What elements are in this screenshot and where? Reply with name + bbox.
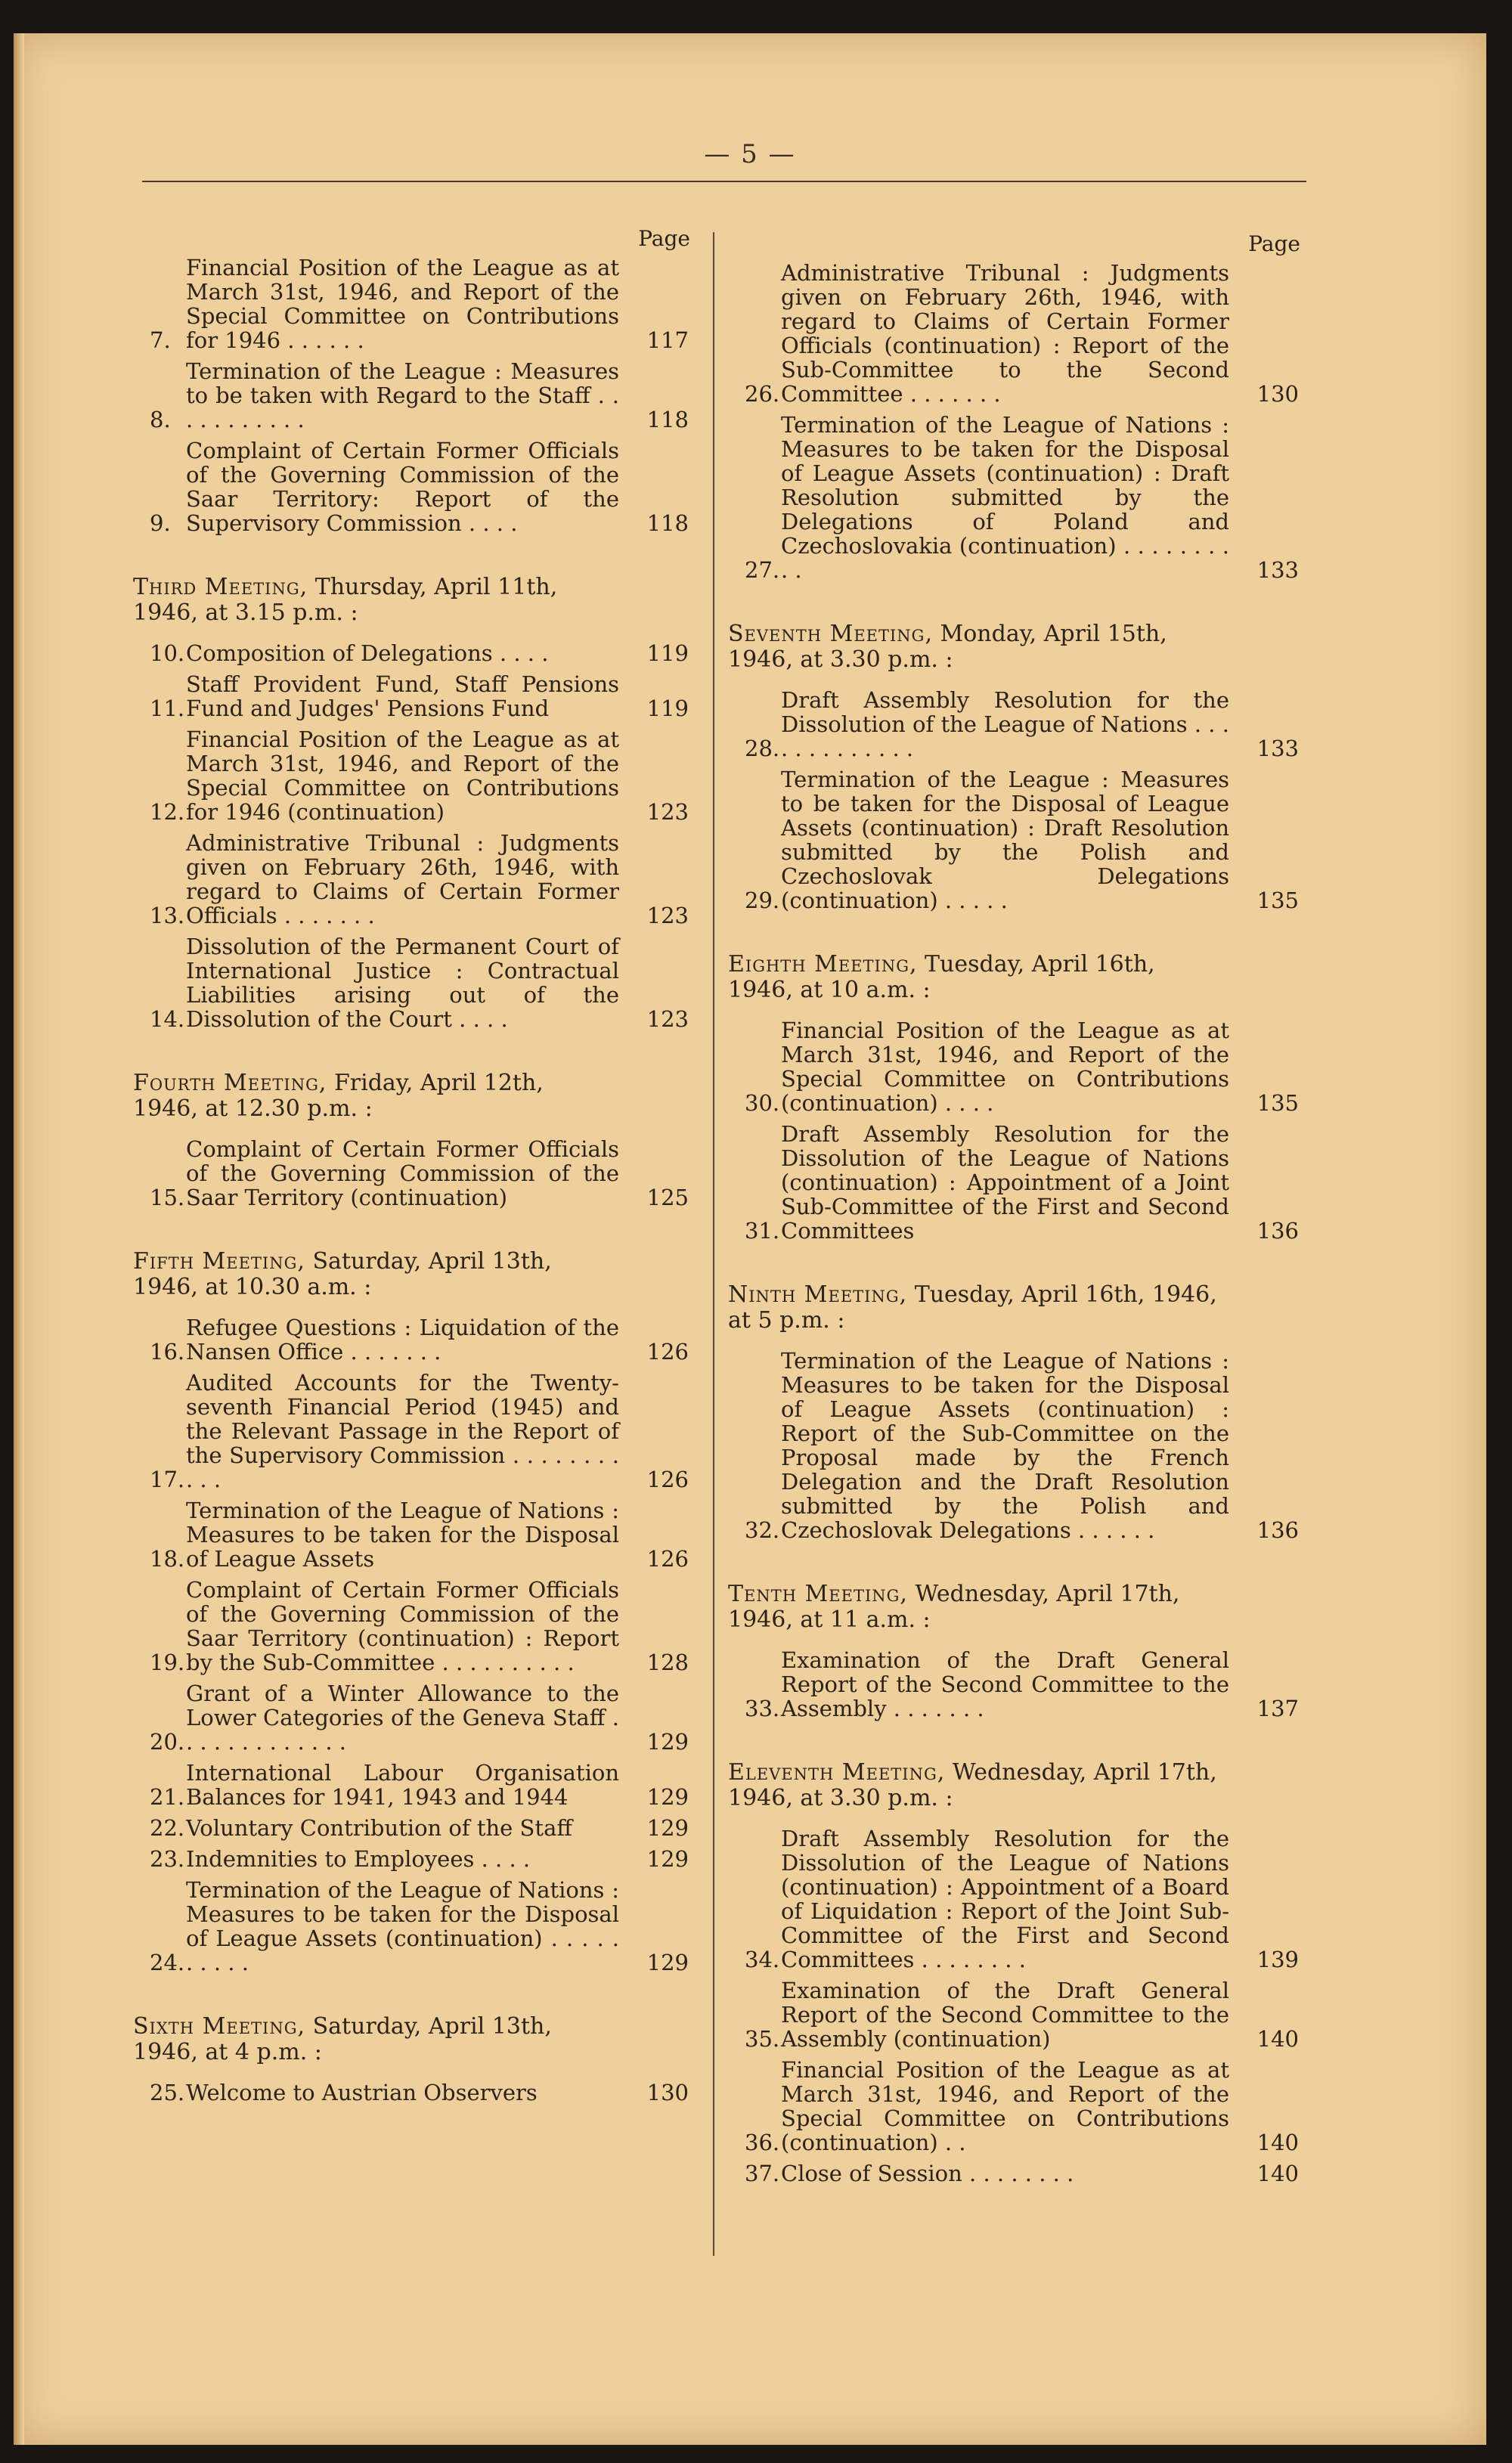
entry-title: Close of Session . . . . . . . . <box>781 2161 1074 2186</box>
toc-entry <box>133 934 696 1031</box>
entry-title: Complaint of Certain Former Officials of the Governing Commission of the Saar Territory (continuation) <box>186 1136 619 1210</box>
entry-title: Staff Provident Fund, Staff Pensions Fund and Judges' Pensions Fund <box>186 671 619 721</box>
toc-entry <box>133 831 696 928</box>
meeting-heading <box>133 1249 613 1300</box>
entry-title: Termination of the League of Nations : Measures to be taken for the Disposal of League Assets (continuation) : Draft Resolution submitted by the Delegations of Poland and Czechoslovakia (continuation) . . . . . . . . . . <box>781 412 1229 583</box>
toc-entry <box>133 641 696 665</box>
meeting-heading <box>728 1282 1223 1334</box>
entry-page: 126 <box>646 1546 689 1572</box>
entry-title: Termination of the League of Nations : Measures to be taken for the Disposal of League Assets <box>186 1498 619 1572</box>
entry-page: 130 <box>646 2080 689 2105</box>
right-column <box>728 231 1306 2192</box>
entry-page: 119 <box>646 640 689 666</box>
toc-entry <box>133 1681 696 1754</box>
entry-title: Refugee Questions : Liquidation of the Nansen Office . . . . . . . <box>186 1315 619 1365</box>
entry-page: 140 <box>1256 2026 1299 2052</box>
toc-entry <box>728 767 1306 912</box>
meeting-title: Fourth Meeting, <box>133 1070 327 1096</box>
entry-number: 15. <box>150 1185 185 1210</box>
entry-page: 119 <box>646 696 689 721</box>
entry-number: 14. <box>150 1006 185 1032</box>
entry-number: 7. <box>150 327 171 353</box>
entry-title: Financial Position of the League as at March 31st, 1946, and Report of the Special Committee on Contributions for 1946 (continuation) <box>186 727 619 825</box>
entry-page: 136 <box>1256 1218 1299 1244</box>
entry-page: 140 <box>1256 2130 1299 2155</box>
entry-number: 34. <box>745 1947 780 1972</box>
entry-number: 26. <box>745 381 780 407</box>
toc-entry <box>728 1122 1306 1243</box>
toc-entry <box>728 1978 1306 2051</box>
entry-number: 35. <box>745 2026 780 2052</box>
entry-title: Financial Position of the League as at March 31st, 1946, and Report of the Special Committee on Contributions for 1946 . . . . . . <box>186 255 619 353</box>
meeting-title: Third Meeting, <box>133 574 308 600</box>
entry-page: 129 <box>646 1815 689 1841</box>
toc-entry <box>133 1847 696 1871</box>
entry-page: 123 <box>646 903 689 928</box>
meeting-date: Wednesday, April 17th, 1946, at 11 a.m. : <box>728 1581 1180 1633</box>
entry-title: Complaint of Certain Former Officials of the Governing Commission of the Saar Territory: Report of the Supervisory Commission . . . . <box>186 438 619 536</box>
entry-title: Termination of the League of Nations : Measures to be taken for the Disposal of League Assets (continuation) . . . . . . . . . . <box>186 1877 619 1975</box>
meeting-date: Wednesday, April 17th, 1946, at 3.30 p.m. : <box>728 1759 1217 1811</box>
entry-number: 17. <box>150 1467 185 1492</box>
meeting-title: Eighth Meeting, <box>728 951 918 977</box>
entry-number: 22. <box>150 1815 185 1841</box>
entry-title: Dissolution of the Permanent Court of International Justice : Contractual Liabilities arising out of the Dissolution of the Court . . . . <box>186 934 619 1032</box>
toc-entry <box>133 1137 696 1210</box>
toc-entry <box>728 2161 1306 2186</box>
entry-title: Draft Assembly Resolution for the Dissolution of the League of Nations (continuation) : Appointment of a Board of Liquidation : Report of the Joint Sub-Committee of the First and Second Committees . . . . . . . . <box>781 1826 1229 1972</box>
entry-title: International Labour Organisation Balances for 1941, 1943 and 1944 <box>186 1760 619 1810</box>
entry-title: Administrative Tribunal : Judgments given on February 26th, 1946, with regard to Claims of Certain Former Officials (continuation) : Report of the Sub-Committee to the Second Committee . . . . . . . <box>781 260 1229 407</box>
column-divider <box>713 232 714 2256</box>
meeting-title: Eleventh Meeting, <box>728 1759 946 1786</box>
entry-page: 133 <box>1256 736 1299 761</box>
entry-title: Financial Position of the League as at March 31st, 1946, and Report of the Special Committee on Contributions (continuation) . . . . <box>781 1018 1229 1116</box>
entry-number: 29. <box>745 888 780 913</box>
entry-number: 13. <box>150 903 185 928</box>
entry-number: 27. <box>745 557 780 583</box>
entry-page: 123 <box>646 799 689 825</box>
toc-entry <box>133 1371 696 1492</box>
entry-number: 37. <box>745 2161 780 2186</box>
meeting-heading <box>728 621 1223 673</box>
entry-title: Welcome to Austrian Observers <box>186 2080 538 2105</box>
page-column-label: Page <box>1248 231 1300 256</box>
toc-entry <box>133 1761 696 1809</box>
toc-entry <box>133 1816 696 1840</box>
entry-title: Termination of the League : Measures to be taken with Regard to the Staff . . . . . . . . . . . <box>186 358 619 432</box>
toc-entry <box>728 1648 1306 1721</box>
entry-page: 137 <box>1256 1696 1299 1721</box>
entry-number: 32. <box>745 1517 780 1543</box>
toc-entry <box>133 1315 696 1364</box>
entry-number: 9. <box>150 510 171 536</box>
entry-number: 28. <box>745 736 780 761</box>
entry-page: 128 <box>646 1650 689 1675</box>
toc-entry <box>133 727 696 824</box>
page-column-label: Page <box>638 226 690 251</box>
entry-number: 36. <box>745 2130 780 2155</box>
left-column <box>133 226 696 2111</box>
meeting-title: Seventh Meeting, <box>728 621 933 647</box>
entry-page: 136 <box>1256 1517 1299 1543</box>
entry-number: 21. <box>150 1784 185 1810</box>
meeting-date: Saturday, April 13th, 1946, at 4 p.m. : <box>133 2013 552 2065</box>
entry-title: Complaint of Certain Former Officials of the Governing Commission of the Saar Territory (continuation) : Report by the Sub-Committee . . . . . . . . . . <box>186 1577 619 1675</box>
entry-title: Indemnities to Employees . . . . <box>186 1846 531 1872</box>
meeting-date: Tuesday, April 16th, 1946, at 10 a.m. : <box>728 951 1155 1003</box>
meeting-heading <box>728 952 1223 1003</box>
entry-title: Examination of the Draft General Report of the Second Committee to the Assembly (continuation) <box>781 1978 1229 2052</box>
meeting-heading <box>133 2014 613 2065</box>
entry-number: 33. <box>745 1696 780 1721</box>
entry-page: 135 <box>1256 888 1299 913</box>
toc-entry <box>133 672 696 720</box>
meeting-date: Thursday, April 11th, 1946, at 3.15 p.m. : <box>133 574 558 626</box>
entry-page: 118 <box>646 407 689 432</box>
entry-number: 20. <box>150 1729 185 1755</box>
entry-page: 133 <box>1256 557 1299 583</box>
entry-page: 139 <box>1256 1947 1299 1972</box>
document-page <box>14 33 1486 2445</box>
toc-entry <box>133 359 696 432</box>
entry-page: 117 <box>646 327 689 353</box>
meeting-title: Fifth Meeting, <box>133 1248 305 1275</box>
header-rule <box>142 181 1306 182</box>
toc-entry <box>133 2080 696 2105</box>
entry-number: 19. <box>150 1650 185 1675</box>
entry-page: 125 <box>646 1185 689 1210</box>
entry-page: 126 <box>646 1339 689 1365</box>
meeting-date: Tuesday, April 16th, 1946, at 5 p.m. : <box>728 1281 1217 1334</box>
toc-entry <box>728 1349 1306 1542</box>
meeting-title: Ninth Meeting, <box>728 1281 908 1308</box>
entry-number: 31. <box>745 1218 780 1244</box>
entry-title: Grant of a Winter Allowance to the Lower Categories of the Geneva Staff . . . . . . . . . . . . . <box>186 1681 619 1755</box>
meeting-date: Friday, April 12th, 1946, at 12.30 p.m. : <box>133 1070 544 1122</box>
entry-number: 24. <box>150 1950 185 1975</box>
meeting-heading <box>728 1582 1223 1633</box>
page-number: — 5 — <box>704 139 796 169</box>
meeting-date: Monday, April 15th, 1946, at 3.30 p.m. : <box>728 621 1167 673</box>
entry-number: 18. <box>150 1546 185 1572</box>
entry-title: Composition of Delegations . . . . <box>186 640 549 666</box>
entry-number: 23. <box>150 1846 185 1872</box>
meeting-title: Sixth Meeting, <box>133 2013 306 2040</box>
toc-entry <box>728 688 1306 761</box>
entry-page: 129 <box>646 1784 689 1810</box>
entry-number: 12. <box>150 799 185 825</box>
entry-title: Termination of the League : Measures to be taken for the Disposal of League Assets (continuation) : Draft Resolution submitted by the Polish and Czechoslovak Delegations (continuation) . . . . . <box>781 767 1229 913</box>
toc-entry <box>133 438 696 535</box>
toc-entry <box>133 1498 696 1571</box>
toc-entry <box>133 1578 696 1675</box>
entry-number: 8. <box>150 407 171 432</box>
entry-number: 30. <box>745 1090 780 1116</box>
entry-page: 129 <box>646 1846 689 1872</box>
entry-title: Voluntary Contribution of the Staff <box>186 1815 572 1841</box>
entry-number: 11. <box>150 696 185 721</box>
entry-number: 16. <box>150 1339 185 1365</box>
entry-title: Termination of the League of Nations : Measures to be taken for the Disposal of League Assets (continuation) : Report of the Sub-Committee on the Proposal made by the French Delegation and the Draft Resolution submitted by the Polish and Czechoslovak Delegations . . . . . . <box>781 1348 1229 1543</box>
entry-title: Draft Assembly Resolution for the Dissolution of the League of Nations (continuation) : Appointment of a Joint Sub-Committee of the First and Second Committees <box>781 1121 1229 1244</box>
right-sections <box>728 261 1306 2186</box>
entry-page: 129 <box>646 1729 689 1755</box>
entry-page: 130 <box>1256 381 1299 407</box>
entry-title: Draft Assembly Resolution for the Dissolution of the League of Nations . . . . . . . . . . . . . <box>781 687 1229 761</box>
meeting-heading <box>133 575 613 626</box>
entry-title: Financial Position of the League as at March 31st, 1946, and Report of the Special Committee on Contributions (continuation) . . <box>781 2057 1229 2155</box>
entry-number: 10. <box>150 640 185 666</box>
toc-entry <box>133 1878 696 1975</box>
meeting-heading <box>133 1070 613 1122</box>
page-spine <box>14 33 24 2445</box>
entry-page: 129 <box>646 1950 689 1975</box>
meeting-heading <box>728 1760 1223 1811</box>
entry-page: 140 <box>1256 2161 1299 2186</box>
toc-entry <box>728 2058 1306 2155</box>
left-sections <box>133 256 696 2105</box>
entry-title: Audited Accounts for the Twenty-seventh Financial Period (1945) and the Relevant Passage in the Report of the Supervisory Commission . . . . . . . . . . . <box>186 1370 619 1492</box>
toc-entry <box>728 413 1306 582</box>
toc-entry <box>728 1826 1306 1972</box>
entry-page: 126 <box>646 1467 689 1492</box>
entry-title: Administrative Tribunal : Judgments given on February 26th, 1946, with regard to Claims of Certain Former Officials . . . . . . . <box>186 830 619 928</box>
entry-title: Examination of the Draft General Report of the Second Committee to the Assembly . . . . . . . <box>781 1647 1229 1721</box>
toc-entry <box>133 256 696 352</box>
toc-entry <box>728 261 1306 406</box>
entry-page: 118 <box>646 510 689 536</box>
entry-number: 25. <box>150 2080 185 2105</box>
entry-page: 135 <box>1256 1090 1299 1116</box>
toc-entry <box>728 1018 1306 1115</box>
meeting-date: Saturday, April 13th, 1946, at 10.30 a.m. : <box>133 1248 552 1300</box>
entry-page: 123 <box>646 1006 689 1032</box>
meeting-title: Tenth Meeting, <box>728 1581 908 1607</box>
